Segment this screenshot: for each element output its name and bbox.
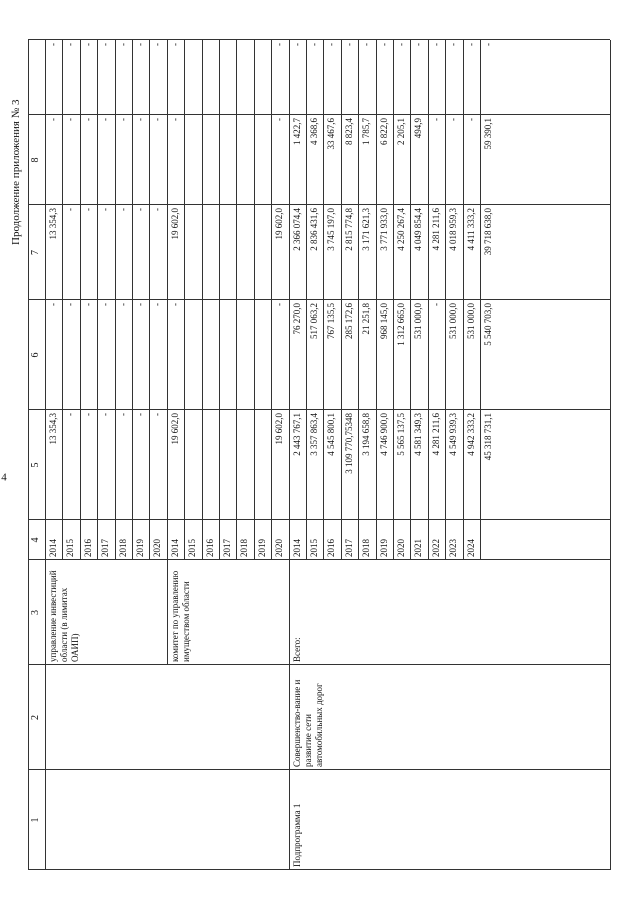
value-cell-4: 4 746 900,0 xyxy=(378,413,389,456)
row-rule xyxy=(202,40,203,560)
value-cell-5: - xyxy=(169,303,180,306)
value-cell-4: - xyxy=(65,413,76,416)
value-cell-8: - xyxy=(465,43,476,46)
value-cell-7: 1 785,7 xyxy=(361,118,372,145)
value-cell-4: 3 194 658,8 xyxy=(361,413,372,456)
column-header-5: 5 xyxy=(30,462,41,468)
row-rule xyxy=(445,40,446,560)
year-cell: 2020 xyxy=(396,539,406,557)
value-cell-7: 494,9 xyxy=(413,118,424,139)
value-cell-7: 1 422,7 xyxy=(291,118,302,145)
row-rule xyxy=(341,40,342,560)
value-cell-6: 13 354,3 xyxy=(48,208,58,240)
table-bottom-border xyxy=(610,40,611,870)
value-cell-7: - xyxy=(135,118,145,121)
column-rule-1 xyxy=(28,769,610,770)
year-cell: 2019 xyxy=(256,539,267,557)
value-cell-6: 3 745 197,0 xyxy=(326,208,337,251)
value-cell-8: - xyxy=(413,43,424,46)
year-cell: 2018 xyxy=(361,539,372,557)
column-rule-0 xyxy=(28,869,610,870)
total-cell-8: - xyxy=(483,43,493,46)
column-header-1: 1 xyxy=(30,817,41,823)
value-cell-7: - xyxy=(274,118,285,121)
value-cell-4: 2 443 767,1 xyxy=(291,413,302,456)
total-cell-5: 5 540 703,0 xyxy=(483,303,493,346)
value-cell-6: - xyxy=(65,208,76,211)
row-rule xyxy=(271,40,272,560)
row-rule xyxy=(480,40,481,560)
value-cell-7: - xyxy=(152,118,163,121)
column-header-3: 3 xyxy=(30,610,41,615)
column-header-6: 6 xyxy=(30,352,41,358)
value-cell-8: - xyxy=(448,43,459,46)
value-cell-4: - xyxy=(152,413,163,416)
column-header-4: 4 xyxy=(30,537,41,543)
row-rule xyxy=(393,40,394,560)
column-header-8: 8 xyxy=(30,157,41,163)
value-cell-5: - xyxy=(48,303,58,306)
value-cell-7: - xyxy=(448,118,459,121)
year-cell: 2020 xyxy=(152,539,163,557)
value-cell-5: 767 135,5 xyxy=(326,303,337,339)
value-cell-7: - xyxy=(117,118,128,121)
value-cell-4: 4 581 349,3 xyxy=(413,413,424,456)
row-rule xyxy=(428,40,429,560)
value-cell-4: 3 357 863,4 xyxy=(309,413,319,456)
value-cell-6: 4 411 333,2 xyxy=(465,208,476,251)
row-rule xyxy=(410,40,411,560)
value-cell-7: - xyxy=(48,118,58,121)
subprogram-rule xyxy=(289,40,290,870)
value-cell-5: 531 000,0 xyxy=(448,303,459,339)
year-cell: 2019 xyxy=(135,539,145,557)
total-cell-7: 59 390,1 xyxy=(483,118,493,150)
value-cell-8: - xyxy=(396,43,406,46)
row-rule xyxy=(358,40,359,560)
value-cell-5: - xyxy=(100,303,111,306)
row-rule xyxy=(306,40,307,560)
row-rule xyxy=(149,40,150,560)
column-rule-2 xyxy=(28,664,610,665)
year-cell: 2018 xyxy=(239,539,250,557)
page-number: 4 xyxy=(1,471,7,484)
value-cell-6: - xyxy=(135,208,145,211)
value-cell-6: - xyxy=(152,208,163,211)
executor-cell: комитет по управлению имуществом области xyxy=(169,570,191,662)
year-cell: 2017 xyxy=(222,539,232,557)
appendix-caption: Продолжение приложения № 3 xyxy=(10,99,22,245)
value-cell-5: 76 270,0 xyxy=(291,303,302,335)
year-cell: 2016 xyxy=(82,539,93,557)
value-cell-6: 3 171 621,3 xyxy=(361,208,372,251)
executor-total-label: Всего: xyxy=(291,637,302,662)
year-cell: 2016 xyxy=(326,539,337,557)
value-cell-5: - xyxy=(152,303,163,306)
row-rule xyxy=(219,40,220,560)
value-cell-6: 4 250 267,4 xyxy=(396,208,406,251)
value-cell-8: - xyxy=(378,43,389,46)
year-cell: 2017 xyxy=(343,539,354,557)
value-cell-8: - xyxy=(82,43,93,46)
value-cell-8: - xyxy=(361,43,372,46)
row-rule xyxy=(184,40,185,560)
year-cell: 2018 xyxy=(117,539,128,557)
value-cell-8: - xyxy=(326,43,337,46)
value-cell-8: - xyxy=(309,43,319,46)
value-cell-7: 8 823,4 xyxy=(343,118,354,145)
year-cell: 2015 xyxy=(309,539,319,557)
value-cell-5: - xyxy=(65,303,76,306)
value-cell-4: 3 109 770,75348 xyxy=(343,413,354,474)
value-cell-7: - xyxy=(465,118,476,121)
value-cell-6: 2 836 431,6 xyxy=(309,208,319,251)
column-header-7: 7 xyxy=(30,250,41,255)
year-cell: 2021 xyxy=(413,539,424,557)
value-cell-4: 13 354,3 xyxy=(48,413,58,445)
value-cell-6: 4 049 854,4 xyxy=(413,208,424,251)
value-cell-7: 2 205,1 xyxy=(396,118,406,145)
subprogram-number: Подпрограмма 1 xyxy=(291,803,302,867)
value-cell-7: - xyxy=(65,118,76,121)
subprogram-name: Совершенство-вание и развитие сети автомобильных дорог xyxy=(291,679,324,767)
value-cell-5: 968 145,0 xyxy=(378,303,389,339)
row-rule xyxy=(115,40,116,560)
table-top-border xyxy=(28,40,29,870)
year-cell: 2022 xyxy=(430,539,441,557)
value-cell-6: 19 602,0 xyxy=(274,208,285,240)
year-cell: 2014 xyxy=(48,539,58,557)
value-cell-5: 285 172,6 xyxy=(343,303,354,339)
value-cell-6: 19 602,0 xyxy=(169,208,180,240)
value-cell-4: 4 942 333,2 xyxy=(465,413,476,456)
value-cell-4: - xyxy=(100,413,111,416)
row-rule xyxy=(323,40,324,560)
value-cell-5: 1 312 665,0 xyxy=(396,303,406,346)
row-rule xyxy=(132,40,133,560)
value-cell-6: 3 771 933,0 xyxy=(378,208,389,251)
value-cell-5: 531 000,0 xyxy=(465,303,476,339)
value-cell-5: - xyxy=(82,303,93,306)
value-cell-8: - xyxy=(430,43,441,46)
year-cell: 2014 xyxy=(169,539,180,557)
year-cell: 2015 xyxy=(187,539,198,557)
executor-cell: управление инвестиций области (в лимитах ОАИП) xyxy=(48,570,80,662)
year-cell: 2024 xyxy=(465,539,476,557)
value-cell-6: 2 366 074,4 xyxy=(291,208,302,251)
row-rule xyxy=(236,40,237,560)
row-rule xyxy=(80,40,81,560)
value-cell-8: - xyxy=(135,43,145,46)
value-cell-7: 4 368,6 xyxy=(309,118,319,145)
value-cell-4: 5 565 137,5 xyxy=(396,413,406,456)
year-cell: 2014 xyxy=(291,539,302,557)
value-cell-4: - xyxy=(135,413,145,416)
value-cell-8: - xyxy=(100,43,111,46)
year-cell: 2015 xyxy=(65,539,76,557)
value-cell-4: 19 602,0 xyxy=(274,413,285,445)
value-cell-5: - xyxy=(430,303,441,306)
value-cell-8: - xyxy=(343,43,354,46)
value-cell-5: 531 000,0 xyxy=(413,303,424,339)
value-cell-8: - xyxy=(152,43,163,46)
row-rule xyxy=(97,40,98,560)
year-cell: 2019 xyxy=(378,539,389,557)
value-cell-6: 2 815 774,8 xyxy=(343,208,354,251)
value-cell-8: - xyxy=(48,43,58,46)
row-rule xyxy=(254,40,255,560)
value-cell-6: - xyxy=(100,208,111,211)
value-cell-6: 4 018 959,3 xyxy=(448,208,459,251)
value-cell-5: 517 063,2 xyxy=(309,303,319,339)
total-cell-4: 45 318 731,1 xyxy=(483,413,493,461)
value-cell-4: 19 602,0 xyxy=(169,413,180,445)
value-cell-8: - xyxy=(291,43,302,46)
value-cell-4: 4 545 800,1 xyxy=(326,413,337,456)
value-cell-7: - xyxy=(100,118,111,121)
value-cell-7: - xyxy=(169,118,180,121)
year-cell: 2020 xyxy=(274,539,285,557)
row-rule xyxy=(62,40,63,560)
value-cell-8: - xyxy=(117,43,128,46)
value-cell-4: - xyxy=(117,413,128,416)
row-rule xyxy=(463,40,464,560)
value-cell-6: - xyxy=(82,208,93,211)
year-cell: 2023 xyxy=(448,539,459,557)
value-cell-4: - xyxy=(82,413,93,416)
value-cell-8: - xyxy=(65,43,76,46)
value-cell-7: 6 822,0 xyxy=(378,118,389,145)
value-cell-8: - xyxy=(274,43,285,46)
group-rule xyxy=(167,40,168,665)
value-cell-5: - xyxy=(274,303,285,306)
value-cell-5: - xyxy=(135,303,145,306)
value-cell-6: 4 281 211,6 xyxy=(430,208,441,251)
value-cell-7: 33 467,6 xyxy=(326,118,337,150)
value-cell-7: - xyxy=(82,118,93,121)
row-rule xyxy=(376,40,377,560)
value-cell-4: 4 281 211,6 xyxy=(430,413,441,456)
value-cell-5: 21 251,8 xyxy=(361,303,372,335)
header-bottom-rule xyxy=(45,40,46,870)
value-cell-5: - xyxy=(117,303,128,306)
column-header-2: 2 xyxy=(30,715,41,720)
total-cell-6: 39 718 638,0 xyxy=(483,208,493,256)
value-cell-7: - xyxy=(430,118,441,121)
year-cell: 2017 xyxy=(100,539,111,557)
value-cell-4: 4 549 939,3 xyxy=(448,413,459,456)
value-cell-6: - xyxy=(117,208,128,211)
year-cell: 2016 xyxy=(204,539,215,557)
value-cell-8: - xyxy=(169,43,180,46)
